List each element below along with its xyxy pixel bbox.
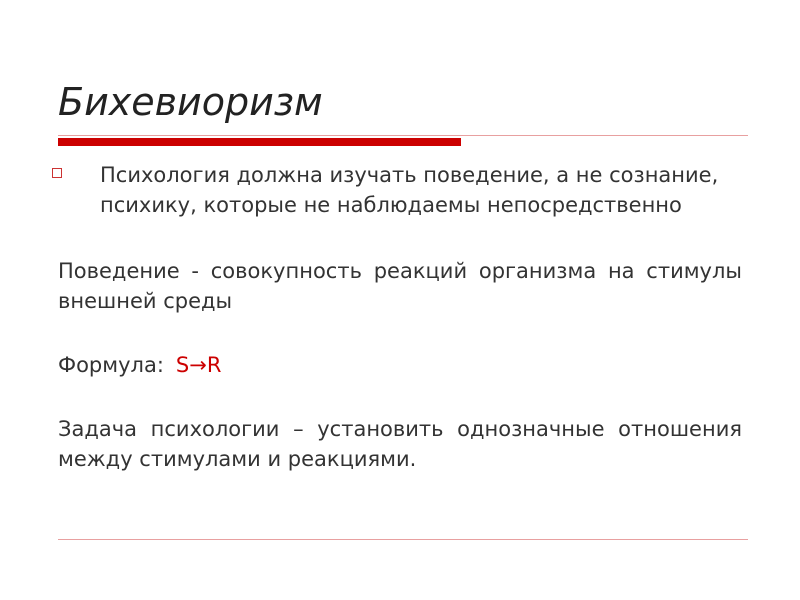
formula-line [58, 350, 742, 380]
square-bullet-icon [52, 168, 62, 178]
title-divider-accent [58, 138, 461, 146]
footer-divider [58, 539, 748, 540]
task-statement: Задача психологии – установить однозначные отношения между стимулами и реакциями. [58, 417, 742, 471]
formula-value: S→R [175, 353, 222, 377]
behavior-definition: Поведение - совокупность реакций организма на стимулы внешней среды [58, 259, 742, 313]
slide-title: Бихевиоризм [58, 80, 323, 124]
formula-label: Формула: [58, 353, 164, 377]
title-divider-thin [58, 135, 748, 136]
bullet-item [52, 160, 742, 220]
bullet-text: Психология должна изучать поведение, а не сознание, психику, которые не наблюдаемы непосредственно [100, 163, 719, 217]
